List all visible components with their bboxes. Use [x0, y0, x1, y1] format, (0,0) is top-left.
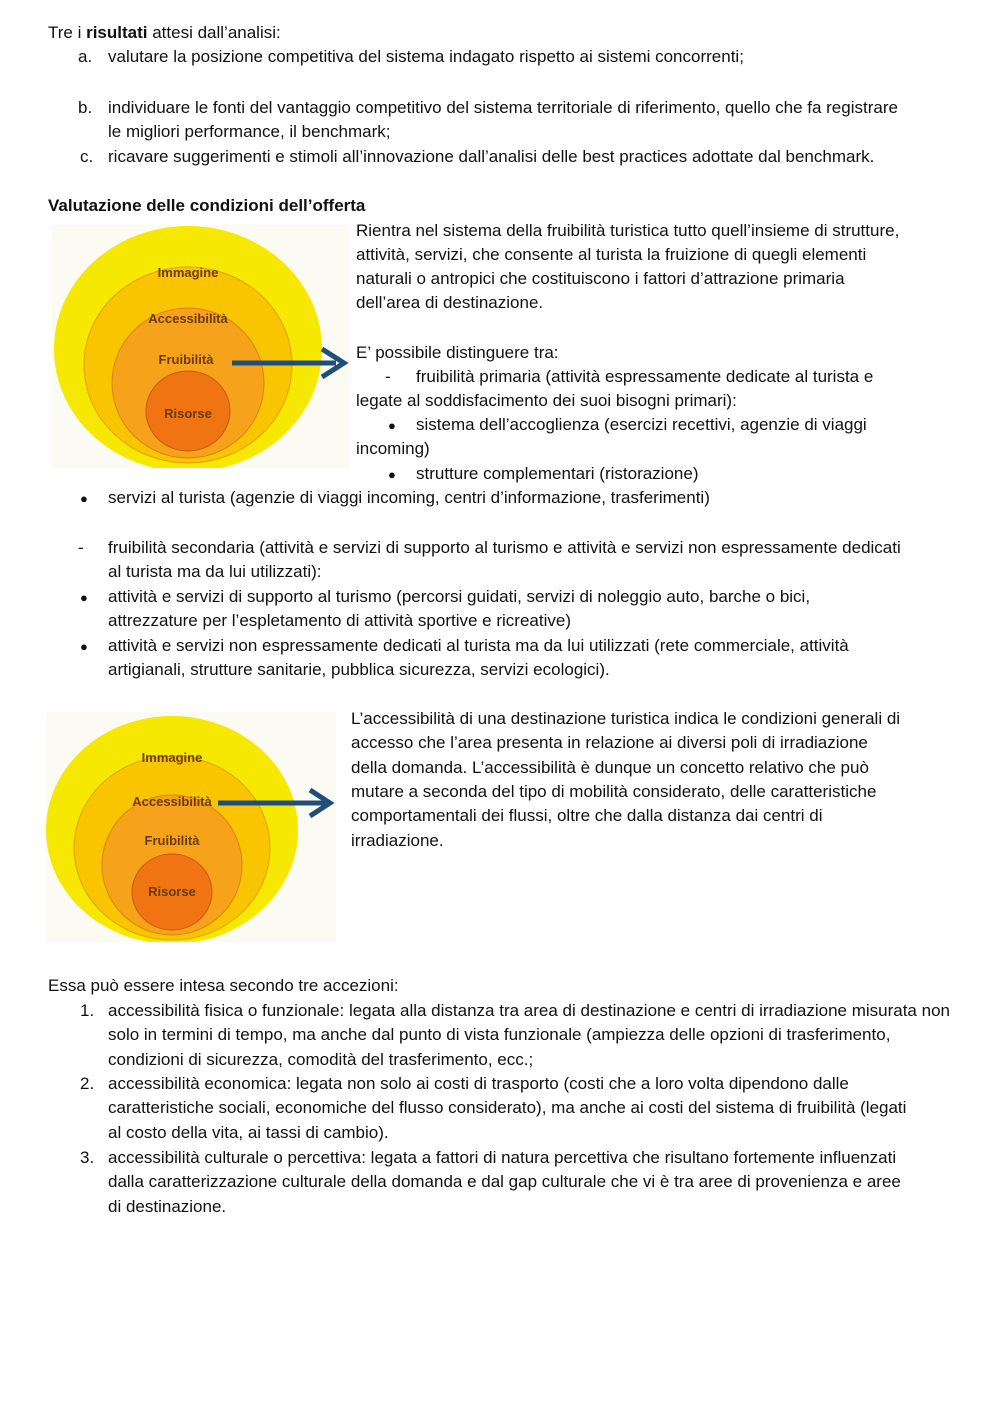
- concentric-diagram-accessibilita: [46, 712, 336, 942]
- paragraph-line: naturali o antropici che costituiscono i fattori d’attrazione primaria: [356, 269, 845, 288]
- paragraph-line: comportamentali dei flussi, oltre che dalla distanza dai centri di: [351, 806, 823, 825]
- diagram-svg: [46, 712, 336, 942]
- label-fruibilita: Fruibilità: [144, 833, 200, 848]
- accoglienza-line: sistema dell’accoglienza (esercizi recettivi, agenzie di viaggi: [416, 415, 867, 434]
- list-marker: 3.: [80, 1148, 95, 1167]
- list-item-text: attività e servizi non espressamente dedicati al turista ma da lui utilizzati (rete commerciale, attività artigianali, strutture sanitarie, pubblica sicurezza, servizi ecologici).: [108, 636, 849, 680]
- section3-intro: Essa può essere intesa secondo tre accezioni:: [48, 976, 399, 995]
- list-marker: -: [78, 538, 84, 557]
- bullet-marker: ●: [388, 467, 396, 482]
- list-item-text: ricavare suggerimenti e stimoli all’innovazione dall’analisi delle best practices adottate dal benchmark.: [108, 147, 875, 166]
- label-accessibilita: Accessibilità: [148, 311, 228, 326]
- list-marker: 2.: [80, 1074, 95, 1093]
- label-risorse: Risorse: [164, 406, 212, 421]
- label-accessibilita: Accessibilità: [132, 794, 212, 809]
- paragraph-line: accesso che l’area presenta in relazione ai diversi poli di irradiazione: [351, 733, 868, 752]
- label-immagine: Immagine: [157, 265, 219, 280]
- list-item-text: accessibilità economica: legata non solo ai costi di trasporto (costi che a loro volta dipendono dalle caratteristiche sociali, economiche del flusso considerato), ma anche ai costi del sistema di fruibilità (legati al costo della vita, ai tassi di cambio).: [108, 1074, 907, 1142]
- paragraph-line: dell’area di destinazione.: [356, 293, 544, 312]
- list-item-text: individuare le fonti del vantaggio competitivo del sistema territoriale di riferimento, quello che fa registrare le migliori performance, il benchmark;: [108, 98, 898, 142]
- distinguish-line: E’ possibile distinguere tra:: [356, 343, 559, 362]
- intro-prefix: Tre i: [48, 23, 87, 42]
- primary-line: fruibilità primaria (attività espressamente dedicate al turista e: [416, 367, 874, 386]
- paragraph-line: della domanda. L’accessibilità è dunque un concetto relativo che può: [351, 758, 869, 777]
- paragraph-line: mutare a seconda del tipo di mobilità considerato, delle caratteristiche: [351, 782, 877, 801]
- section-heading: Valutazione delle condizioni dell’offerta: [48, 196, 366, 215]
- list-item-text: fruibilità secondaria (attività e servizi di supporto al turismo e attività e servizi non espressamente dedicati al turista ma da lui utilizzati):: [108, 538, 901, 582]
- intro-bold-word: risultati: [86, 23, 148, 42]
- bullet-marker: ●: [80, 491, 88, 506]
- list-item-text: valutare la posizione competitiva del sistema indagato rispetto ai sistemi concorrenti;: [108, 47, 744, 66]
- paragraph-line: Rientra nel sistema della fruibilità turistica tutto quell’insieme di strutture,: [356, 221, 900, 240]
- label-fruibilita: Fruibilità: [158, 352, 214, 367]
- paragraph-line: irradiazione.: [351, 831, 444, 850]
- paragraph-line: attività, servizi, che consente al turista la fruizione di quegli elementi: [356, 245, 867, 264]
- accoglienza-line: incoming): [356, 439, 430, 458]
- list-marker: -: [385, 367, 391, 386]
- paragraph-line: L’accessibilità di una destinazione turistica indica le condizioni generali di: [351, 709, 901, 728]
- diagram-svg: [52, 225, 350, 468]
- bullet-marker: ●: [388, 418, 396, 433]
- list-marker: c.: [80, 147, 94, 166]
- complementari-line: strutture complementari (ristorazione): [416, 464, 699, 483]
- primary-line: legate al soddisfacimento dei suoi bisogni primari):: [356, 391, 737, 410]
- list-item-text: accessibilità fisica o funzionale: legata alla distanza tra area di destinazione e centri di irradiazione misurata non solo in termini di tempo, ma anche dal punto di vista funzionale (ampiezza delle opzioni di trasferimento, condizioni di sicurezza, comodità del trasferimento, ecc.;: [108, 1001, 950, 1069]
- list-item-text: attività e servizi di supporto al turismo (percorsi guidati, servizi di noleggio auto, barche o bici, attrezzature per l’espletamento di attività sportive e ricreative): [108, 587, 811, 631]
- label-risorse: Risorse: [148, 884, 196, 899]
- list-marker: b.: [78, 98, 93, 117]
- list-marker: a.: [78, 47, 93, 66]
- concentric-diagram-fruibilita: [52, 225, 350, 468]
- list-marker: 1.: [80, 1001, 95, 1020]
- list-item-text: servizi al turista (agenzie di viaggi incoming, centri d’informazione, trasferimenti): [108, 488, 710, 507]
- label-immagine: Immagine: [141, 750, 203, 765]
- bullet-marker: ●: [80, 639, 88, 654]
- bullet-marker: ●: [80, 590, 88, 605]
- intro-suffix: attesi dall’analisi:: [147, 23, 281, 42]
- intro-line: [48, 21, 281, 45]
- list-item-text: accessibilità culturale o percettiva: legata a fattori di natura percettiva che risultano fortemente influenzati dalla caratterizzazione culturale della domanda e dal gap culturale che vi è tra aree di provenienza e aree di destinazione.: [108, 1148, 901, 1216]
